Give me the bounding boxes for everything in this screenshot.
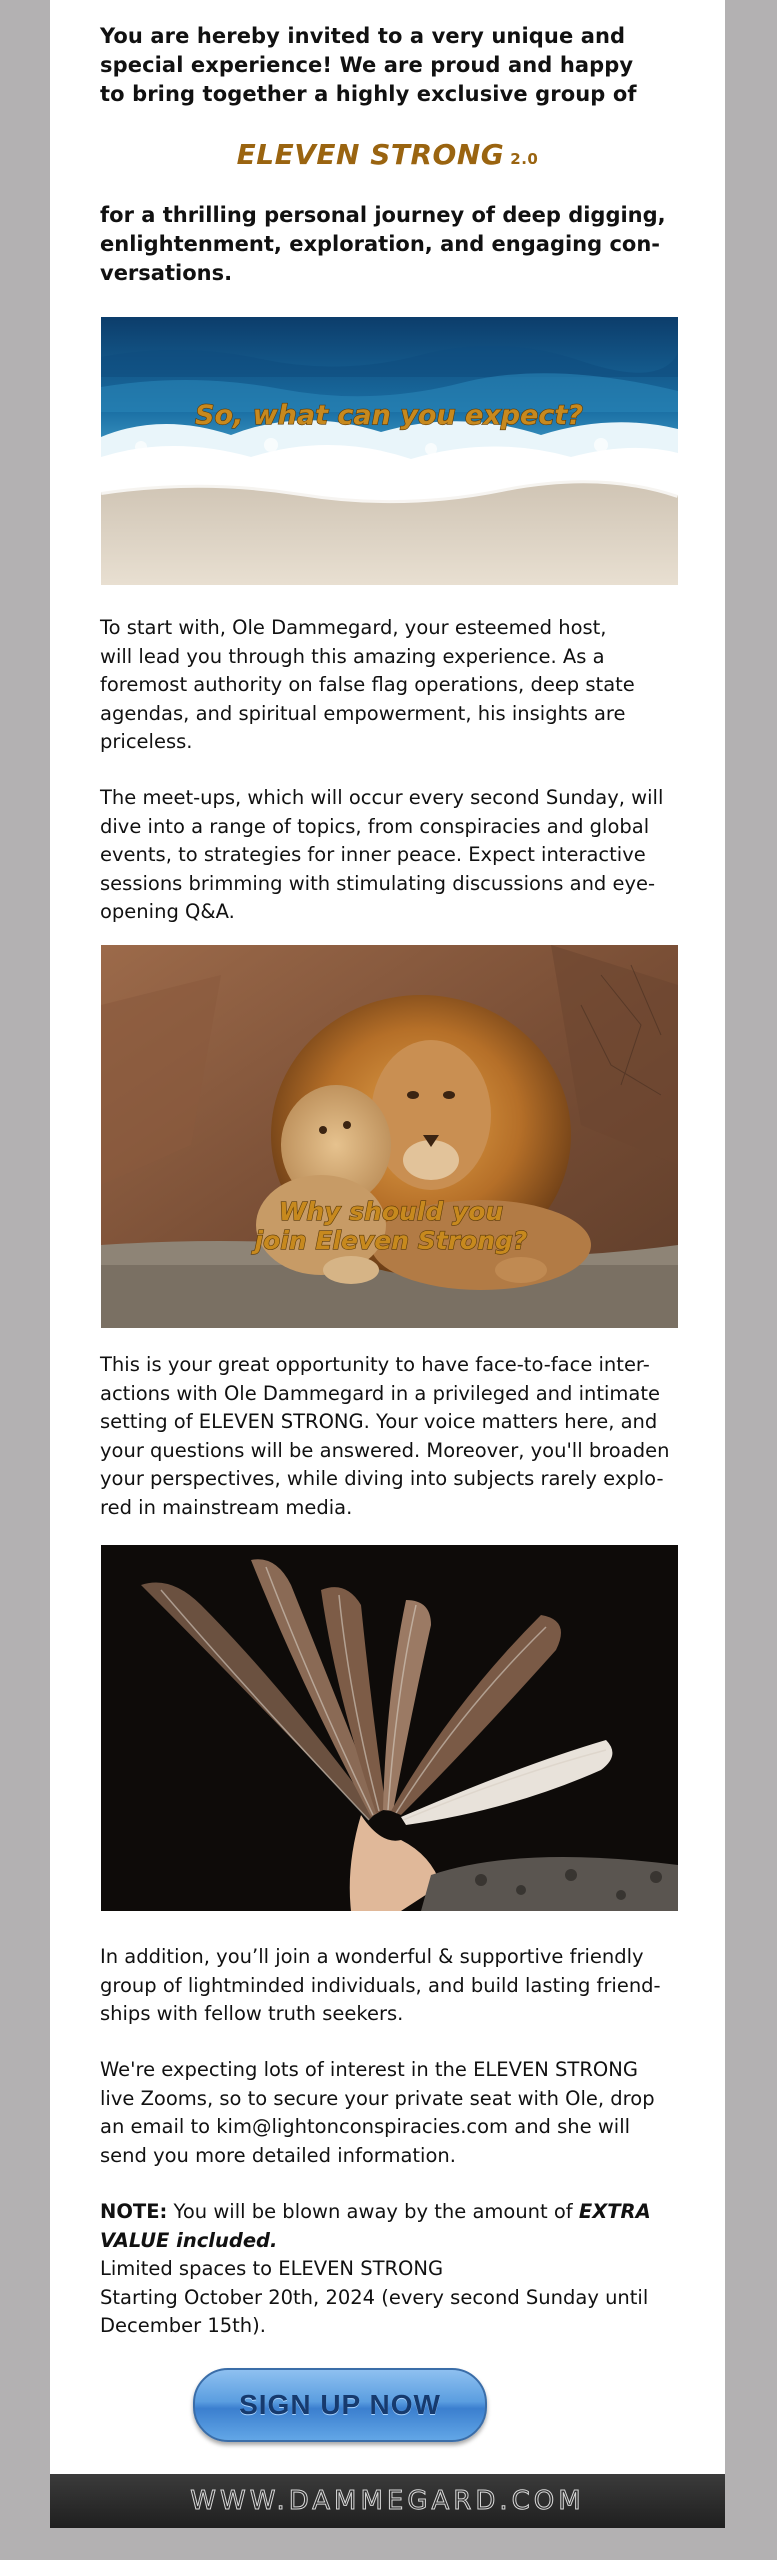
paragraph-line: sessions brimming with stimulating discussions and eye- — [100, 871, 656, 895]
start-date-text: Starting October 20th, 2024 (every second Sunday until — [100, 2285, 649, 2309]
paragraph-line: ships with fellow truth seekers. — [100, 2002, 404, 2025]
lions-image — [101, 945, 678, 1328]
image2-caption-line1: Why should you — [278, 1197, 504, 1226]
note-emphasis: VALUE included. — [100, 2228, 278, 2252]
eleven-strong-title — [50, 138, 725, 171]
title-main: ELEVEN STRONG — [236, 138, 505, 171]
ocean-waves-image — [101, 317, 678, 585]
paragraph-line: opening Q&A. — [100, 900, 235, 923]
community-paragraph — [100, 1943, 678, 2029]
intro-line: versations. — [100, 261, 233, 285]
paragraph-line: The meet-ups, which will occur every second Sunday, will — [100, 786, 664, 809]
image2-caption-line2: join Eleven Strong? — [254, 1226, 528, 1255]
intro-line: for a thrilling personal journey of deep digging, — [100, 203, 666, 227]
paragraph-line: live Zooms, so to secure your private seat with Ole, drop — [100, 2086, 655, 2110]
meetups-paragraph — [100, 784, 678, 927]
contact-paragraph — [100, 2056, 678, 2170]
intro-text — [100, 22, 678, 109]
email-card — [50, 0, 725, 2528]
intro-line: special experience! We are proud and happy — [100, 53, 634, 77]
paragraph-line: This is your great opportunity to have face-to-face inter- — [100, 1353, 650, 1376]
note-emphasis: EXTRA — [578, 2200, 651, 2223]
host-paragraph — [100, 614, 678, 757]
paragraph-line: actions with Ole Dammegard in a privileged and intimate — [100, 1381, 661, 1405]
paragraph-line: your perspectives, while diving into subjects rarely explo- — [100, 1467, 664, 1490]
paragraph-line: foremost authority on false flag operations, deep state — [100, 673, 635, 696]
paragraph-line: an email to kim@lightonconspiracies.com and she will — [100, 2115, 631, 2138]
intro-text-2 — [100, 201, 678, 288]
paragraph-line: red in mainstream media. — [100, 1495, 353, 1519]
paragraph-line: setting of ELEVEN STRONG. Your voice matters here, and — [100, 1410, 658, 1433]
footer-bar — [50, 2474, 725, 2528]
paragraph-line: To start with, Ole Dammegard, your esteemed host, — [100, 616, 607, 639]
paragraph-line: group of lightminded individuals, and build lasting friend- — [100, 1973, 661, 1997]
note-section — [100, 2198, 678, 2341]
feathers-image — [101, 1545, 678, 1911]
paragraph-line: your questions will be answered. Moreover, you'll broaden — [100, 1438, 670, 1462]
note-line — [100, 2227, 678, 2256]
sign-up-button[interactable] — [193, 2368, 487, 2442]
paragraph-line: priceless. — [100, 730, 193, 753]
opportunity-paragraph — [100, 1351, 678, 1522]
paragraph-line: In addition, you’ll join a wonderful & supportive friendly — [100, 1945, 644, 1968]
intro-line: to bring together a highly exclusive group of — [100, 82, 637, 106]
footer-website-link[interactable]: WWW.DAMMEGARD.COM — [190, 2486, 585, 2516]
paragraph-line: send you more detailed information. — [100, 2143, 456, 2167]
limited-spaces-text: Limited spaces to ELEVEN STRONG — [100, 2257, 444, 2280]
note-label: NOTE: — [100, 2200, 168, 2223]
start-date-text: December 15th). — [100, 2314, 266, 2337]
note-line — [100, 2198, 678, 2227]
paragraph-line: agendas, and spiritual empowerment, his insights are — [100, 701, 626, 725]
intro-line: enlightenment, exploration, and engaging con- — [100, 232, 661, 256]
paragraph-line: events, to strategies for inner peace. Expect interactive — [100, 843, 646, 866]
paragraph-line: We're expecting lots of interest in the ELEVEN STRONG — [100, 2058, 638, 2081]
title-version: 2.0 — [510, 150, 539, 168]
note-text: You will be blown away by the amount of — [167, 2200, 579, 2223]
sign-up-label: SIGN UP NOW — [239, 2389, 441, 2420]
intro-line: You are hereby invited to a very unique and — [100, 24, 626, 48]
paragraph-line: will lead you through this amazing experience. As a — [100, 644, 605, 668]
image1-caption: So, what can you expect? — [195, 400, 583, 431]
paragraph-line: dive into a range of topics, from conspiracies and global — [100, 814, 650, 838]
